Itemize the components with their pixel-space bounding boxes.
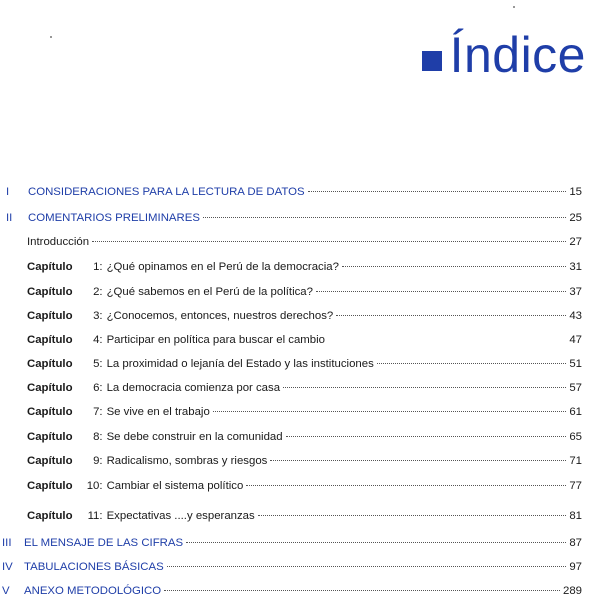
toc-chapter-6[interactable] [0, 382, 600, 400]
page-number: 57 [569, 382, 582, 394]
intro-label: Introducción [27, 236, 90, 248]
toc-section-i[interactable] [0, 186, 600, 204]
dot-leader [270, 460, 566, 461]
toc-chapter-9[interactable] [0, 455, 600, 473]
page-number: 77 [569, 480, 582, 492]
dot-leader [167, 566, 567, 567]
chapter-word: Capítulo [27, 510, 73, 522]
dot-leader [336, 315, 566, 316]
dot-leader [328, 339, 566, 340]
section-label: TABULACIONES BÁSICAS [24, 561, 164, 573]
chapter-number: 7: [93, 406, 103, 418]
chapter-label: Radicalismo, sombras y riesgos [106, 455, 268, 467]
chapter-label: Cambiar el sistema político [106, 480, 244, 492]
dot-leader [164, 590, 560, 591]
chapter-label: ¿Qué sabemos en el Perú de la política? [106, 286, 313, 298]
chapter-word: Capítulo [27, 382, 73, 394]
dot-leader [316, 291, 566, 292]
chapter-label: Participar en política para buscar el cambio [106, 334, 325, 346]
chapter-number: 1: [93, 261, 103, 273]
section-number: V [2, 585, 10, 597]
title-square-icon [422, 51, 442, 71]
speck-mark [50, 36, 52, 38]
chapter-word: Capítulo [27, 455, 73, 467]
page-number: 289 [562, 585, 582, 597]
page-number: 25 [569, 212, 582, 224]
toc-chapter-5[interactable] [0, 358, 600, 376]
page-number: 27 [569, 236, 582, 248]
chapter-word: Capítulo [27, 261, 73, 273]
section-label: EL MENSAJE DE LAS CIFRAS [24, 537, 184, 549]
dot-leader [246, 485, 566, 486]
chapter-word: Capítulo [27, 286, 73, 298]
section-number: I [6, 186, 10, 198]
chapter-number: 4: [93, 334, 103, 346]
chapter-number: 10: [86, 480, 103, 492]
page-number: 15 [569, 186, 582, 198]
chapter-word: Capítulo [27, 310, 73, 322]
toc-intro[interactable] [0, 236, 600, 254]
dot-leader [342, 266, 566, 267]
section-label: ANEXO METODOLÓGICO [24, 585, 162, 597]
section-number: II [6, 212, 13, 224]
toc-section-iii[interactable] [0, 537, 600, 555]
section-label: CONSIDERACIONES PARA LA LECTURA DE DATOS [28, 186, 305, 198]
chapter-word: Capítulo [27, 480, 73, 492]
page-number: 31 [569, 261, 582, 273]
chapter-number: 5: [93, 358, 103, 370]
toc-section-iv[interactable] [0, 561, 600, 579]
chapter-label: ¿Conocemos, entonces, nuestros derechos? [106, 310, 334, 322]
chapter-label: Expectativas ....y esperanzas [106, 510, 255, 522]
chapter-label: La proximidad o lejanía del Estado y las instituciones [106, 358, 374, 370]
dot-leader [213, 411, 567, 412]
dot-leader [286, 436, 567, 437]
chapter-number: 11: [87, 510, 103, 522]
chapter-label: Se debe construir en la comunidad [106, 431, 283, 443]
page-number: 87 [569, 537, 582, 549]
chapter-word: Capítulo [27, 431, 73, 443]
chapter-word: Capítulo [27, 334, 73, 346]
chapter-word: Capítulo [27, 406, 73, 418]
dot-leader [203, 217, 566, 218]
dot-leader [377, 363, 567, 364]
toc-chapter-7[interactable] [0, 406, 600, 424]
chapter-label: La democracia comienza por casa [106, 382, 281, 394]
page-number: 65 [569, 431, 582, 443]
section-label: COMENTARIOS PRELIMINARES [28, 212, 200, 224]
dot-leader [283, 387, 566, 388]
chapter-word: Capítulo [27, 358, 73, 370]
toc-chapter-3[interactable] [0, 310, 600, 328]
chapter-number: 9: [93, 455, 103, 467]
page-number: 37 [569, 286, 582, 298]
toc-chapter-1[interactable] [0, 261, 600, 279]
title-text: Índice [449, 27, 586, 83]
dot-leader [186, 542, 566, 543]
page-number: 71 [569, 455, 582, 467]
page-title [422, 27, 586, 83]
page-number: 51 [569, 358, 582, 370]
toc-chapter-8[interactable] [0, 431, 600, 449]
dot-leader [92, 241, 566, 242]
page-number: 61 [569, 406, 582, 418]
dot-leader [258, 515, 567, 516]
speck-mark [513, 6, 515, 8]
page-number: 97 [569, 561, 582, 573]
dot-leader [308, 191, 567, 192]
toc-section-v[interactable] [0, 585, 600, 603]
toc-chapter-10[interactable] [0, 480, 600, 498]
toc-chapter-11[interactable] [0, 510, 600, 528]
section-number: III [2, 537, 12, 549]
chapter-number: 8: [93, 431, 103, 443]
toc-section-ii[interactable] [0, 212, 600, 230]
chapter-number: 2: [93, 286, 103, 298]
chapter-label: Se vive en el trabajo [106, 406, 210, 418]
chapter-number: 3: [93, 310, 103, 322]
chapter-number: 6: [93, 382, 103, 394]
page-number: 43 [569, 310, 582, 322]
toc-chapter-4[interactable] [0, 334, 600, 352]
chapter-label: ¿Qué opinamos en el Perú de la democracia? [106, 261, 339, 273]
toc-chapter-2[interactable] [0, 286, 600, 304]
page-number: 47 [569, 334, 582, 346]
page-number: 81 [569, 510, 582, 522]
section-number: IV [2, 561, 13, 573]
